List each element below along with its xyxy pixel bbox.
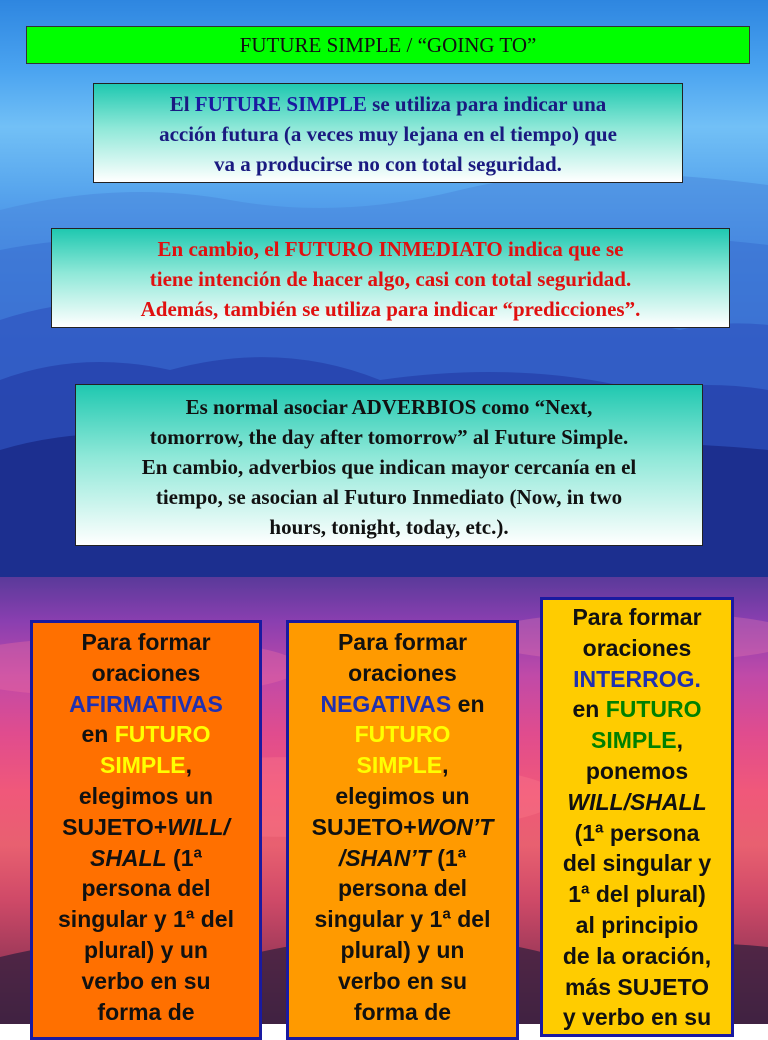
affirmative-column <box>30 620 262 1040</box>
col3-text: , <box>676 727 683 754</box>
box1-line-1a: El <box>169 92 195 116</box>
col3-line <box>543 725 731 756</box>
box3-line-5: hours, tonight, today, etc.). <box>269 515 509 539</box>
page-title: FUTURE SIMPLE / “GOING TO” <box>26 26 750 64</box>
col2-text: SUJETO+ <box>311 813 417 840</box>
col3-text: en <box>572 696 606 723</box>
col2-line: plural) y un <box>340 936 465 963</box>
col3-line: más SUJETO <box>564 973 710 1000</box>
col1-line <box>33 843 259 874</box>
col1-line: plural) y un <box>84 936 208 963</box>
interrog-label: INTERROG. <box>573 665 701 692</box>
col1-text: , <box>185 752 192 779</box>
col1-line <box>33 812 259 843</box>
shall-label: SHALL <box>89 844 167 871</box>
will-label: WILL/ <box>167 813 230 840</box>
col2-line: oraciones <box>348 659 457 686</box>
box2-line-3: Además, también se utiliza para indicar “predicciones”. <box>140 297 641 321</box>
col1-text: (1ª <box>166 844 203 871</box>
shant-label: /SHAN’T <box>338 844 431 871</box>
col2-line: elegimos un <box>335 782 470 809</box>
futuro-inmediato-definition-box <box>51 228 730 328</box>
col2-text: en <box>451 690 485 717</box>
col1-line: singular y 1ª del <box>58 906 234 933</box>
future-simple-term: FUTURE SIMPLE <box>194 92 367 116</box>
col2-line <box>289 689 516 720</box>
col3-line: al principio <box>575 911 699 938</box>
col3-line <box>543 694 731 725</box>
afirmativas-label: AFIRMATIVAS <box>69 690 223 717</box>
col1-line: forma de <box>97 998 195 1025</box>
adverbs-note-box <box>75 384 703 546</box>
col3-line: ponemos <box>585 757 689 784</box>
col3-line: del singular y <box>562 850 712 877</box>
col2-line <box>289 750 516 781</box>
col1-text: SUJETO+ <box>62 813 168 840</box>
futuro-label: FUTURO <box>114 721 211 748</box>
col1-line <box>33 750 259 781</box>
col2-line: forma de <box>353 998 452 1025</box>
col3-line: Para formar <box>572 604 702 630</box>
col1-line: verbo en su <box>81 967 211 994</box>
col1-line: oraciones <box>91 659 201 686</box>
col2-line <box>289 812 516 843</box>
box1-line-1 <box>94 89 682 119</box>
futuro-label: FUTURO <box>605 696 702 723</box>
wont-label: WON’T <box>416 813 494 840</box>
simple-label: SIMPLE <box>99 752 186 779</box>
box3-line-2: tomorrow, the day after tomorrow” al Future Simple. <box>149 425 629 449</box>
interrogative-column <box>540 597 734 1037</box>
col3-line: 1ª del plural) <box>568 881 706 908</box>
col3-line: (1ª persona <box>574 819 700 846</box>
col1-line: elegimos un <box>78 782 214 809</box>
col3-line: oraciones <box>582 634 692 661</box>
col1-line <box>33 719 259 750</box>
col2-line <box>289 843 516 874</box>
col2-text: , <box>442 752 449 779</box>
will-shall-label: WILL/SHALL <box>567 788 707 815</box>
col3-line: y verbo en su <box>562 1004 712 1031</box>
negative-column <box>286 620 519 1040</box>
col1-line: persona del <box>81 875 211 902</box>
col2-line: verbo en su <box>337 967 468 994</box>
futuro-label: FUTURO <box>354 721 451 748</box>
col1-line: Para formar <box>81 629 211 655</box>
box3-line-4: tiempo, se asocian al Futuro Inmediato (Now, in two <box>155 485 623 509</box>
box1-line-2: acción futura (a veces muy lejana en el tiempo) que <box>159 122 617 146</box>
col1-text: en <box>81 721 115 748</box>
box3-line-1: Es normal asociar ADVERBIOS como “Next, <box>185 395 593 419</box>
col2-line: singular y 1ª del <box>314 906 491 933</box>
col2-text: (1ª <box>430 844 467 871</box>
col3-line: de la oración, <box>562 942 712 969</box>
simple-label: SIMPLE <box>590 727 677 754</box>
box2-line-1: En cambio, el FUTURO INMEDIATO indica que se <box>157 237 624 261</box>
box1-line-3: va a producirse no con total seguridad. <box>214 152 562 176</box>
col2-line: persona del <box>337 875 468 902</box>
box2-line-2: tiene intención de hacer algo, casi con total seguridad. <box>149 267 632 291</box>
simple-label: SIMPLE <box>356 752 443 779</box>
negativas-label: NEGATIVAS <box>320 690 452 717</box>
box1-line-1c: se utiliza para indicar una <box>366 92 607 116</box>
future-simple-definition-box <box>93 83 683 183</box>
box3-line-3: En cambio, adverbios que indican mayor cercanía en el <box>141 455 637 479</box>
col2-line: Para formar <box>337 629 468 655</box>
